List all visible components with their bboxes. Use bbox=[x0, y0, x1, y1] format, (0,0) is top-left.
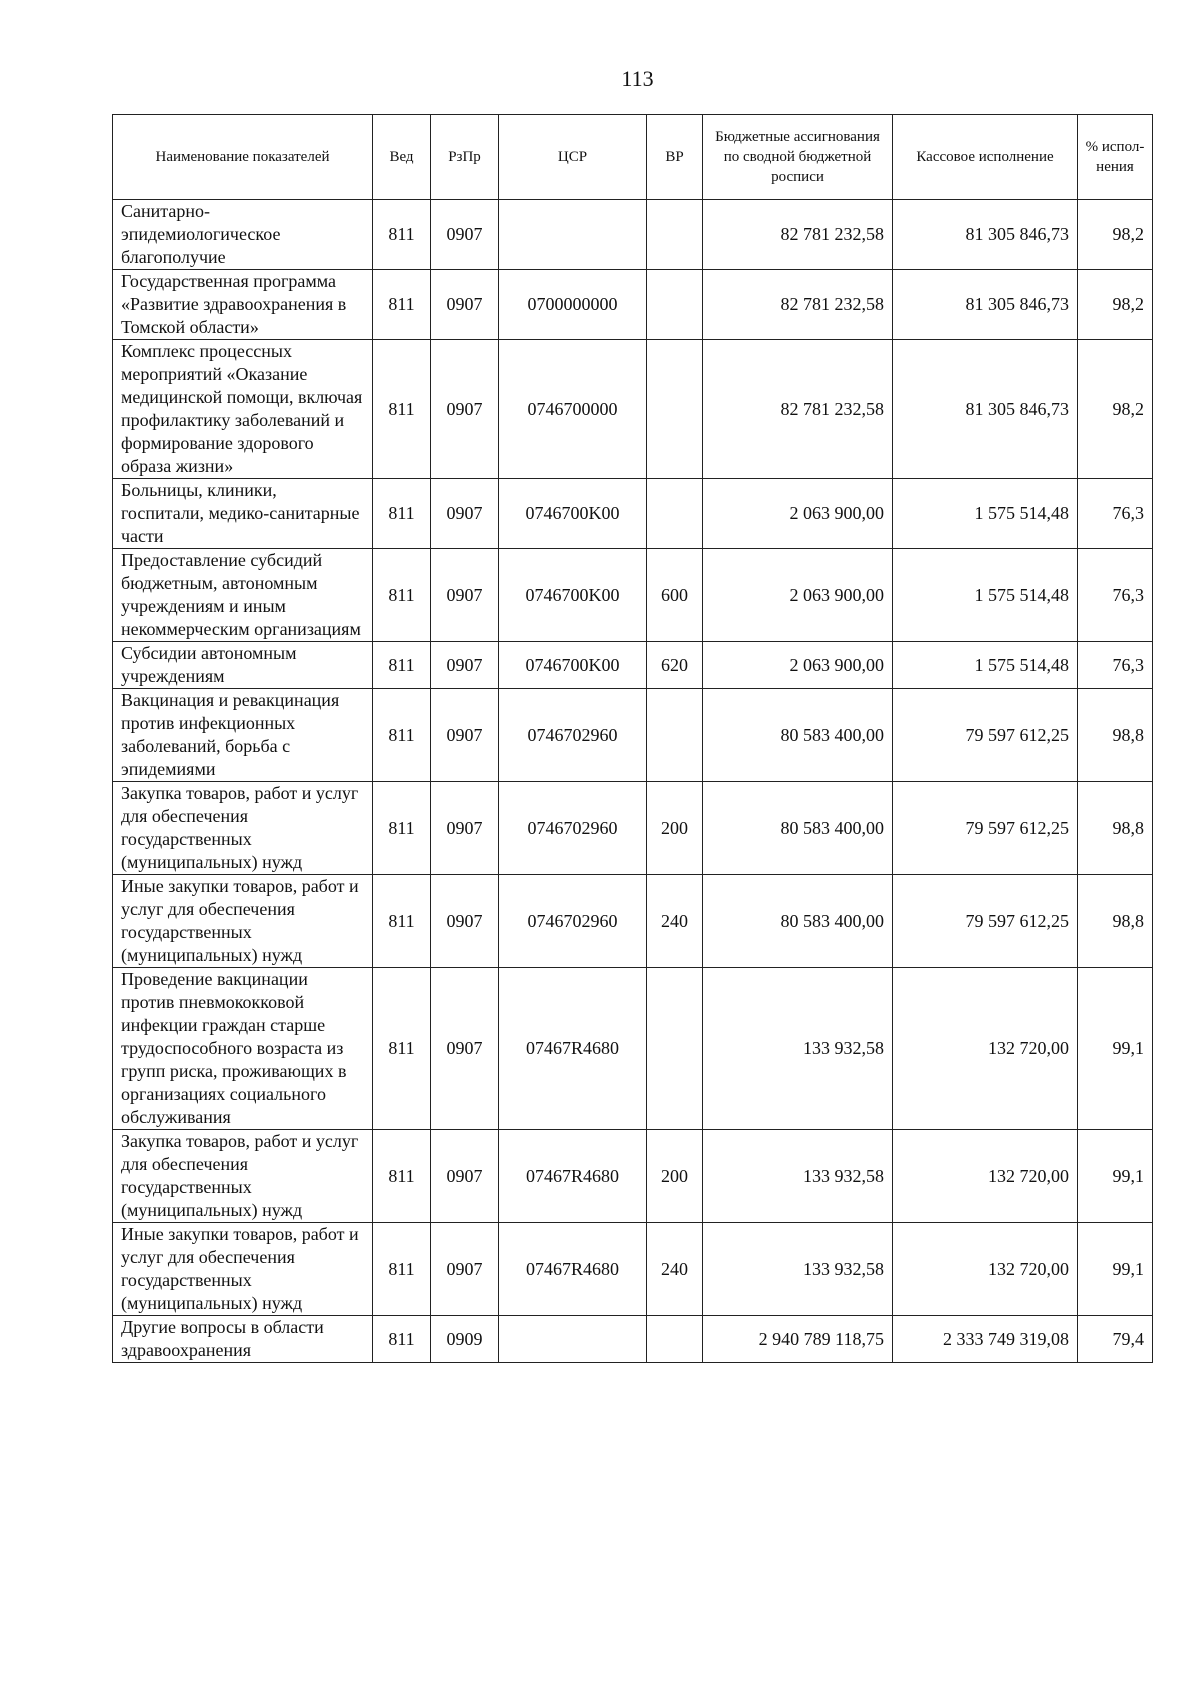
cell-vr: 600 bbox=[647, 549, 703, 642]
cell-vr: 200 bbox=[647, 782, 703, 875]
cell-cash: 1 575 514,48 bbox=[893, 479, 1078, 549]
cell-csr: 0746700K00 bbox=[499, 549, 647, 642]
cell-csr: 0746700K00 bbox=[499, 642, 647, 689]
cell-budget: 82 781 232,58 bbox=[703, 270, 893, 340]
header-name: Наименование показателей bbox=[113, 115, 373, 200]
header-percent: % испол-нения bbox=[1078, 115, 1153, 200]
cell-percent: 98,8 bbox=[1078, 875, 1153, 968]
page-number: 113 bbox=[621, 66, 654, 91]
cell-ved: 811 bbox=[373, 340, 431, 479]
cell-ved: 811 bbox=[373, 875, 431, 968]
cell-csr: 0746700K00 bbox=[499, 479, 647, 549]
cell-cash: 81 305 846,73 bbox=[893, 340, 1078, 479]
header-cash: Кассовое исполнение bbox=[893, 115, 1078, 200]
cell-cash: 79 597 612,25 bbox=[893, 689, 1078, 782]
cell-name: Санитарно-эпидемиологическое благополучие bbox=[113, 200, 373, 270]
cell-csr: 07467R4680 bbox=[499, 968, 647, 1130]
cell-vr bbox=[647, 968, 703, 1130]
cell-cash: 79 597 612,25 bbox=[893, 782, 1078, 875]
cell-ved: 811 bbox=[373, 270, 431, 340]
cell-ved: 811 bbox=[373, 479, 431, 549]
header-rzpr: РзПр bbox=[431, 115, 499, 200]
cell-percent: 98,8 bbox=[1078, 689, 1153, 782]
cell-cash: 132 720,00 bbox=[893, 968, 1078, 1130]
cell-name: Иные закупки товаров, работ и услуг для обеспечения государственных (муниципальных) нужд bbox=[113, 875, 373, 968]
cell-ved: 811 bbox=[373, 1316, 431, 1363]
cell-budget: 2 940 789 118,75 bbox=[703, 1316, 893, 1363]
cell-name: Больницы, клиники, госпитали, медико-санитарные части bbox=[113, 479, 373, 549]
cell-ved: 811 bbox=[373, 642, 431, 689]
cell-budget: 80 583 400,00 bbox=[703, 782, 893, 875]
cell-cash: 132 720,00 bbox=[893, 1223, 1078, 1316]
table-row bbox=[113, 968, 1153, 1130]
cell-vr bbox=[647, 200, 703, 270]
table-row bbox=[113, 1130, 1153, 1223]
cell-ved: 811 bbox=[373, 549, 431, 642]
cell-budget: 80 583 400,00 bbox=[703, 689, 893, 782]
cell-rzpr: 0907 bbox=[431, 689, 499, 782]
table-row bbox=[113, 1316, 1153, 1363]
table-row bbox=[113, 875, 1153, 968]
cell-percent: 76,3 bbox=[1078, 549, 1153, 642]
cell-name: Закупка товаров, работ и услуг для обеспечения государственных (муниципальных) нужд bbox=[113, 782, 373, 875]
cell-name: Другие вопросы в области здравоохранения bbox=[113, 1316, 373, 1363]
cell-name: Проведение вакцинации против пневмококковой инфекции граждан старше трудоспособного возраста из групп риска, проживающих в организациях социального обслуживания bbox=[113, 968, 373, 1130]
cell-ved: 811 bbox=[373, 689, 431, 782]
budget-execution-table bbox=[112, 114, 1153, 1363]
cell-rzpr: 0907 bbox=[431, 782, 499, 875]
cell-ved: 811 bbox=[373, 782, 431, 875]
cell-percent: 99,1 bbox=[1078, 1130, 1153, 1223]
cell-rzpr: 0909 bbox=[431, 1316, 499, 1363]
cell-name: Предоставление субсидий бюджетным, автономным учреждениям и иным некоммерческим организациям bbox=[113, 549, 373, 642]
cell-percent: 98,2 bbox=[1078, 200, 1153, 270]
cell-cash: 81 305 846,73 bbox=[893, 200, 1078, 270]
cell-ved: 811 bbox=[373, 1130, 431, 1223]
cell-percent: 79,4 bbox=[1078, 1316, 1153, 1363]
cell-cash: 2 333 749 319,08 bbox=[893, 1316, 1078, 1363]
cell-percent: 99,1 bbox=[1078, 1223, 1153, 1316]
cell-rzpr: 0907 bbox=[431, 200, 499, 270]
cell-rzpr: 0907 bbox=[431, 549, 499, 642]
cell-budget: 82 781 232,58 bbox=[703, 340, 893, 479]
table-row bbox=[113, 200, 1153, 270]
header-vr: ВР bbox=[647, 115, 703, 200]
cell-csr: 0746702960 bbox=[499, 875, 647, 968]
table-header-row bbox=[113, 115, 1153, 200]
cell-name: Государственная программа «Развитие здравоохранения в Томской области» bbox=[113, 270, 373, 340]
cell-budget: 2 063 900,00 bbox=[703, 549, 893, 642]
cell-csr bbox=[499, 1316, 647, 1363]
cell-vr bbox=[647, 270, 703, 340]
cell-percent: 99,1 bbox=[1078, 968, 1153, 1130]
cell-cash: 79 597 612,25 bbox=[893, 875, 1078, 968]
cell-ved: 811 bbox=[373, 200, 431, 270]
table-row bbox=[113, 270, 1153, 340]
cell-vr bbox=[647, 1316, 703, 1363]
cell-percent: 76,3 bbox=[1078, 479, 1153, 549]
cell-vr: 620 bbox=[647, 642, 703, 689]
cell-csr: 07467R4680 bbox=[499, 1130, 647, 1223]
cell-rzpr: 0907 bbox=[431, 968, 499, 1130]
cell-budget: 82 781 232,58 bbox=[703, 200, 893, 270]
cell-ved: 811 bbox=[373, 1223, 431, 1316]
cell-vr: 200 bbox=[647, 1130, 703, 1223]
cell-rzpr: 0907 bbox=[431, 642, 499, 689]
cell-cash: 132 720,00 bbox=[893, 1130, 1078, 1223]
cell-budget: 133 932,58 bbox=[703, 1223, 893, 1316]
cell-vr bbox=[647, 479, 703, 549]
cell-percent: 98,8 bbox=[1078, 782, 1153, 875]
cell-rzpr: 0907 bbox=[431, 270, 499, 340]
table-row bbox=[113, 689, 1153, 782]
cell-name: Субсидии автономным учреждениям bbox=[113, 642, 373, 689]
cell-rzpr: 0907 bbox=[431, 1223, 499, 1316]
table-row bbox=[113, 642, 1153, 689]
cell-csr: 0746700000 bbox=[499, 340, 647, 479]
cell-name: Комплекс процессных мероприятий «Оказание медицинской помощи, включая профилактику заболеваний и формирование здорового образа жизни» bbox=[113, 340, 373, 479]
cell-budget: 80 583 400,00 bbox=[703, 875, 893, 968]
cell-vr: 240 bbox=[647, 1223, 703, 1316]
header-ved: Вед bbox=[373, 115, 431, 200]
cell-csr bbox=[499, 200, 647, 270]
table-row bbox=[113, 479, 1153, 549]
cell-name: Иные закупки товаров, работ и услуг для обеспечения государственных (муниципальных) нужд bbox=[113, 1223, 373, 1316]
header-csr: ЦСР bbox=[499, 115, 647, 200]
cell-csr: 0746702960 bbox=[499, 782, 647, 875]
cell-csr: 07467R4680 bbox=[499, 1223, 647, 1316]
cell-vr bbox=[647, 340, 703, 479]
cell-name: Закупка товаров, работ и услуг для обеспечения государственных (муниципальных) нужд bbox=[113, 1130, 373, 1223]
cell-rzpr: 0907 bbox=[431, 479, 499, 549]
table-row bbox=[113, 340, 1153, 479]
cell-rzpr: 0907 bbox=[431, 340, 499, 479]
cell-cash: 1 575 514,48 bbox=[893, 642, 1078, 689]
cell-percent: 98,2 bbox=[1078, 340, 1153, 479]
cell-budget: 133 932,58 bbox=[703, 1130, 893, 1223]
cell-name: Вакцинация и ревакцинация против инфекционных заболеваний, борьба с эпидемиями bbox=[113, 689, 373, 782]
table-row bbox=[113, 1223, 1153, 1316]
cell-rzpr: 0907 bbox=[431, 1130, 499, 1223]
cell-csr: 0700000000 bbox=[499, 270, 647, 340]
cell-budget: 133 932,58 bbox=[703, 968, 893, 1130]
cell-budget: 2 063 900,00 bbox=[703, 642, 893, 689]
cell-csr: 0746702960 bbox=[499, 689, 647, 782]
cell-rzpr: 0907 bbox=[431, 875, 499, 968]
cell-percent: 98,2 bbox=[1078, 270, 1153, 340]
table-row bbox=[113, 782, 1153, 875]
cell-cash: 81 305 846,73 bbox=[893, 270, 1078, 340]
table-row bbox=[113, 549, 1153, 642]
cell-percent: 76,3 bbox=[1078, 642, 1153, 689]
header-budget: Бюджетные ассигнования по сводной бюджетной росписи bbox=[703, 115, 893, 200]
cell-vr bbox=[647, 689, 703, 782]
cell-budget: 2 063 900,00 bbox=[703, 479, 893, 549]
table-body bbox=[113, 200, 1153, 1363]
cell-cash: 1 575 514,48 bbox=[893, 549, 1078, 642]
cell-ved: 811 bbox=[373, 968, 431, 1130]
cell-vr: 240 bbox=[647, 875, 703, 968]
